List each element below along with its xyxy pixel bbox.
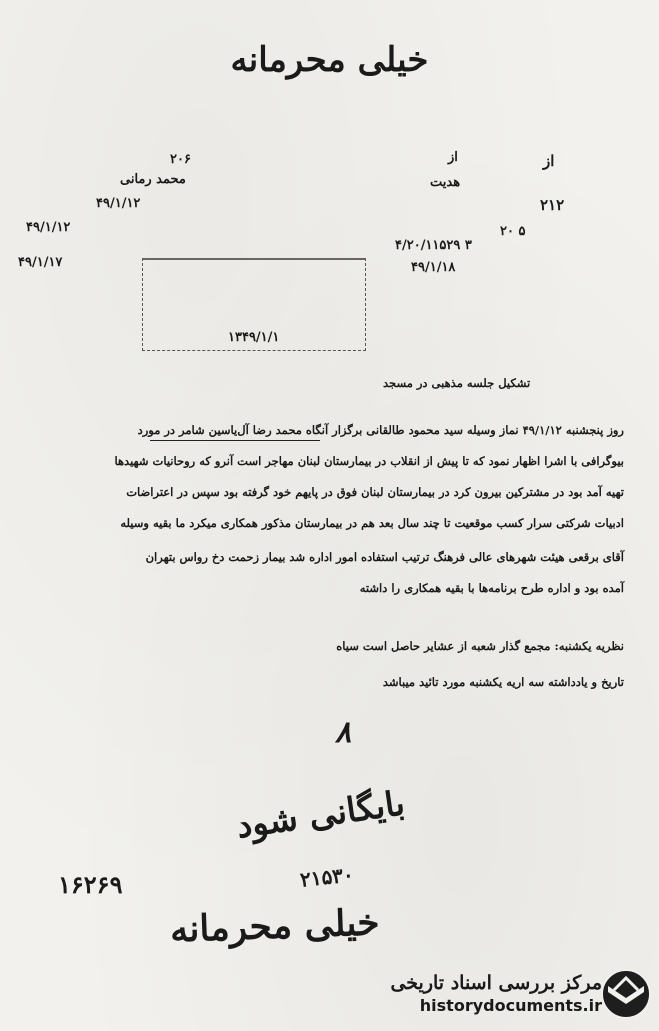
header-right-line3: ۲۱۲ (540, 196, 565, 214)
classification-heading-bottom: خیلی محرمانه (169, 901, 381, 951)
header-left-name: محمد رمانی (120, 172, 186, 187)
header-left-number: ۲۰۶ (170, 152, 191, 167)
archive-number: ۲۱۵۳۰ (298, 862, 355, 892)
header-right-line6: ۴۹/۱/۱۸ (411, 260, 456, 275)
watermark-url: historydocuments.ir (419, 996, 602, 1015)
note-line-2: تاریخ و یادداشته سه اریه یکشنبه مورد تائید میباشد (382, 675, 624, 689)
body-line-2: بیوگرافی با اشرا اظهار نمود که تا پیش از انقلاب در بیمارستان لبنان مهاجر است آنرو که روحانیات شهیدها (114, 454, 624, 468)
header-right-line4: ۲۰ ۵ (500, 224, 526, 239)
watermark-title: مرکز بررسی اسناد تاریخی (390, 972, 602, 994)
note-line-1: نظریه یکشنبه: مجمع گذار شعبه از عشایر حاصل است سیاه (336, 639, 624, 653)
header-right-hadeeth: هدیت (430, 175, 461, 190)
classification-heading-top: خیلی محرمانه (230, 40, 429, 80)
subject-line: تشکیل جلسه مذهبی در مسجد (383, 376, 531, 390)
header-right-line2: از (543, 152, 555, 170)
body-underline (150, 440, 320, 441)
header-left-date1: ۴۹/۱/۱۲ (96, 196, 141, 211)
watermark (372, 972, 602, 1015)
body-line-4: ادبیات شرکتی سرار کسب موقعیت تا چند سال بعد هم در بیمارستان مذکور همکاری میکرد ما بقیه وسیله (120, 516, 624, 530)
header-right-line1: از (448, 150, 458, 165)
archive-stamp: بایگانی شود (234, 783, 408, 847)
header-left-date3: ۴۹/۱/۱۷ (18, 255, 63, 270)
header-right-line5: ۴/۲۰/۱۱۵۲۹ ۳ (395, 238, 472, 253)
body-line-3: تهیه آمد بود در مشترکین بیرون کرد در بیمارستان لبنان فوق در پایهم خود گرفته بود سپس در اعتراضات (126, 485, 624, 499)
receipt-stamp-date: ۱۳۴۹/۱/۱ (228, 330, 280, 345)
header-left-date2: ۴۹/۱/۱۲ (26, 220, 71, 235)
body-line-5: آقای برقعی هیئت شهرهای عالی فرهنگ ترتیب استفاده امور اداره شد بیمار زحمت دخ رواس بتهران (145, 550, 624, 564)
watermark-logo-icon (600, 968, 652, 1020)
handwritten-number: ۸ (335, 715, 352, 750)
body-line-6: آمده بود و اداره طرح برنامه‌ها با بقیه همکاری را داشته (359, 581, 624, 595)
left-handwritten-number: ۱۶۲۶۹ (58, 870, 123, 899)
body-line-1: روز پنجشنبه ۴۹/۱/۱۲ نماز وسیله سید محمود طالقانی برگزار آنگاه محمد رضا آل‌یاسین شامر در مورد (137, 423, 624, 437)
